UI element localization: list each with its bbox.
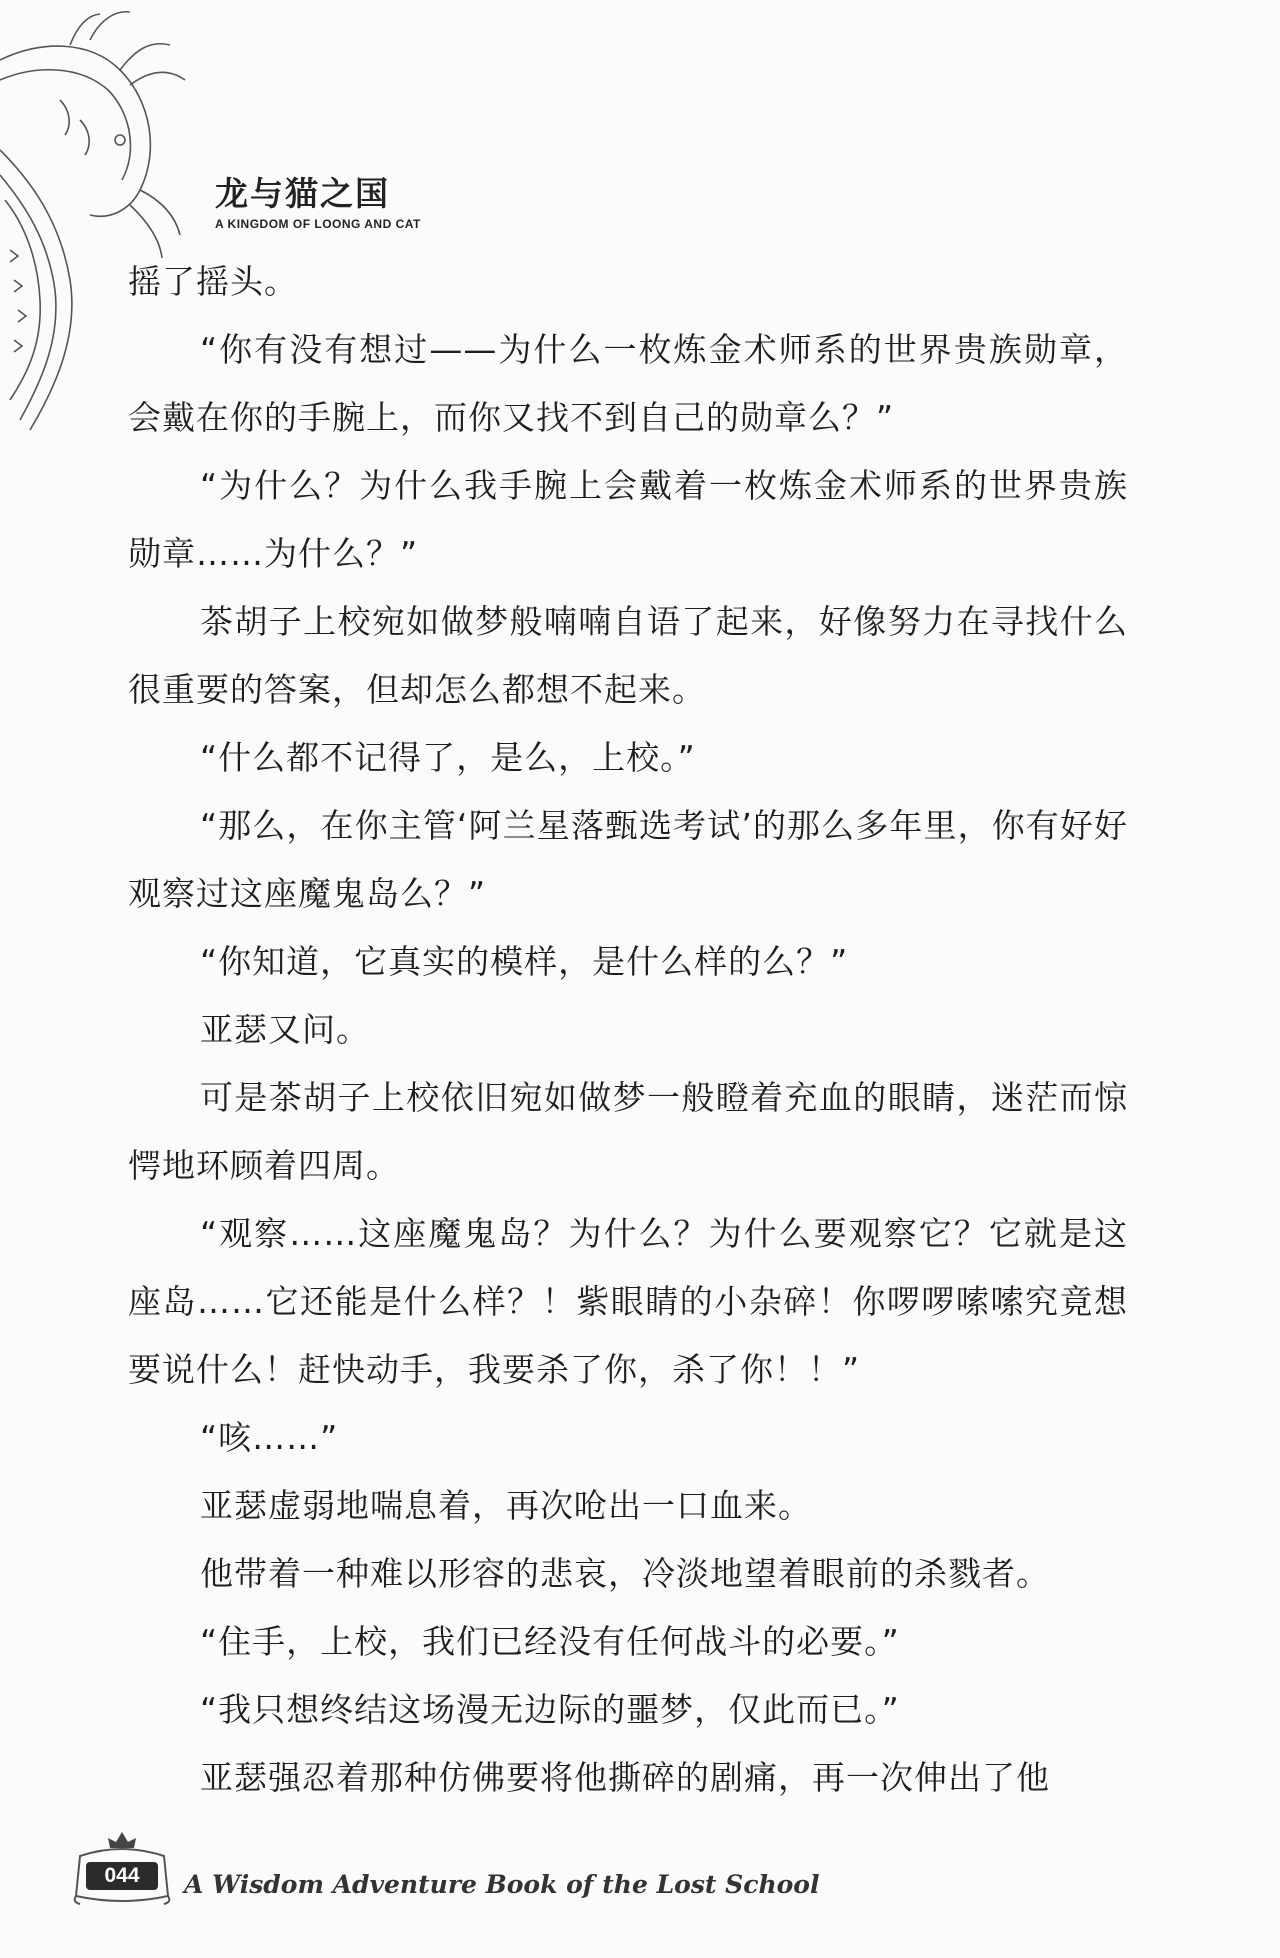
- paragraph: “观察……这座魔鬼岛？为什么？为什么要观察它？它就是这座岛……它还能是什么样？！紫眼睛的小杂碎！你啰啰嗦嗦究竟想要说什么！赶快动手，我要杀了你，杀了你！！”: [128, 1214, 1128, 1389]
- paragraph: “我只想终结这场漫无边际的噩梦，仅此而已。”: [200, 1690, 900, 1729]
- paragraph: “住手，上校，我们已经没有任何战斗的必要。”: [200, 1622, 900, 1661]
- body-text: [128, 248, 1128, 1812]
- paragraph: 亚瑟虚弱地喘息着，再次呛出一口血来。: [200, 1486, 812, 1525]
- paragraph: “那么，在你主管‘阿兰星落甄选考试’的那么多年里，你有好好观察过这座魔鬼岛么？”: [128, 806, 1128, 913]
- paragraph: 茶胡子上校宛如做梦般喃喃自语了起来，好像努力在寻找什么很重要的答案，但却怎么都想不起来。: [128, 602, 1128, 709]
- book-subtitle: A KINGDOM OF LOONG AND CAT: [215, 217, 421, 231]
- paragraph: 摇了摇头。: [128, 262, 298, 301]
- paragraph: “为什么？为什么我手腕上会戴着一枚炼金术师系的世界贵族勋章……为什么？”: [128, 466, 1128, 573]
- paragraph: 亚瑟强忍着那种仿佛要将他撕碎的剧痛，再一次伸出了他: [200, 1758, 1050, 1797]
- paragraph: “你有没有想过——为什么一枚炼金术师系的世界贵族勋章，会戴在你的手腕上，而你又找不到自己的勋章么？”: [128, 330, 1128, 437]
- footer-tagline: A Wisdom Adventure Book of the Lost School: [184, 1870, 820, 1899]
- paragraph: 亚瑟又问。: [200, 1010, 370, 1049]
- paragraph: “你知道，它真实的模样，是什么样的么？”: [200, 942, 849, 981]
- paragraph: 他带着一种难以形容的悲哀，冷淡地望着眼前的杀戮者。: [200, 1554, 1050, 1593]
- page-number: 044: [104, 1864, 140, 1887]
- paragraph: “咳……”: [200, 1418, 339, 1457]
- page-footer: [72, 1830, 1222, 1910]
- paragraph: 可是茶胡子上校依旧宛如做梦一般瞪着充血的眼睛，迷茫而惊愕地环顾着四周。: [128, 1078, 1128, 1185]
- paragraph: “什么都不记得了，是么，上校。”: [200, 738, 696, 777]
- page-header: [215, 168, 421, 231]
- book-title: 龙与猫之国: [215, 174, 390, 213]
